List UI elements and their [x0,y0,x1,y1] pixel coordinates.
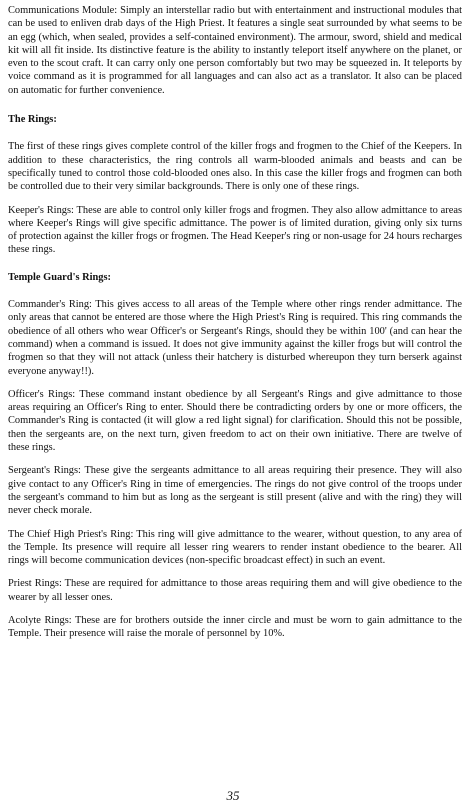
page-number: 35 [226,788,240,803]
paragraph-commanders-ring: Commander's Ring: This gives access to all areas of the Temple where other rings render admittance. The only areas that cannot be entered are those where the High Priest's Ring is required. This ring commands the obedience of all others who wear Officer's or Sergeant's Rings, should they be within 100' (and can hear the command) when a command is issued. It does not give immunity against the killer frogs but will control the frogmen so that they will not attack (unless their hatchery is disturbed whereupon they turn berserk against everyone anyway!!). [8,299,462,377]
paragraph-priest-rings: Priest Rings: These are required for admittance to those areas requiring them and will give obedience to the wearer by all lesser ones. [8,578,462,603]
paragraph-keepers-rings: Keeper's Rings: These are able to control only killer frogs and frogmen. They also allow admittance to areas where Keeper's Rings will give specific admittance. The power is of limited duration, giving only six turns of protection against the killer frogs or frogmen. The Head Keeper's ring or non-usage for 24 hours recharges these rings. [8,204,462,256]
paragraph-rings-intro: The first of these rings gives complete control of the killer frogs and frogmen to the Chief of the Keepers. In addition to these characteristics, the ring controls all warm-blooded animals and beasts and can be specifically tuned to control those cold-blooded ones also. In this case the killer frogs and frogmen can both be controlled due to their very similar backgrounds. There is only one of these rings. [8,141,462,193]
heading-the-rings: The Rings: [8,114,57,126]
paragraph-chief-high-priests-ring: The Chief High Priest's Ring: This ring will give admittance to the wearer, without question, to any area of the Temple. Its presence will require all lesser ring wearers to render instant obedience to the bearer. All rings will become communication devices (non-specific broadcast effect) in such an event. [8,528,462,567]
paragraph-officers-rings: Officer's Rings: These command instant obedience by all Sergeant's Rings and give admittance to those areas requiring an Officer's Ring to enter. Should there be contradicting orders by one or more officers, the Commander's Ring is contacted (it will glow a red light signal) for clarification. Should this not be possible, then the sergeants are, on the next turn, given freedom to act on their own initiative. There are twelve of these rings. [8,388,462,454]
document-page [8,4,462,641]
heading-temple-guards-rings: Temple Guard's Rings: [8,271,111,283]
paragraph-sergeants-rings: Sergeant's Rings: These give the sergeants admittance to all areas requiring their presence. They will also give contact to any Officer's Ring in time of emergencies. The rings do not give control of the troops under the sergeant's command to him but as long as the sergeant is still present (alive and with the ring) they will never check morale. [8,465,462,517]
paragraph-communications-module: Communications Module: Simply an interstellar radio but with entertainment and instructional modules that can be used to enliven drab days of the High Priest. It features a single seat surrounded by what seems to be an egg (which, when sealed, provides a self-contained environment). The armour, sword, shield and medical kit will all fit inside. Its distinctive feature is the ability to instantly teleport itself anywhere on the planet, or even to the scout craft. It can carry only one person comfortably but two may be squeezed in. It teleports by voice command as it is programmed for all languages and can also act as a translator. It also can be placed on automatic for further convenience. [8,5,462,96]
paragraph-acolyte-rings: Acolyte Rings: These are for brothers outside the inner circle and must be worn to gain admittance to the Temple. Their presence will raise the morale of personnel by 10%. [8,614,462,640]
